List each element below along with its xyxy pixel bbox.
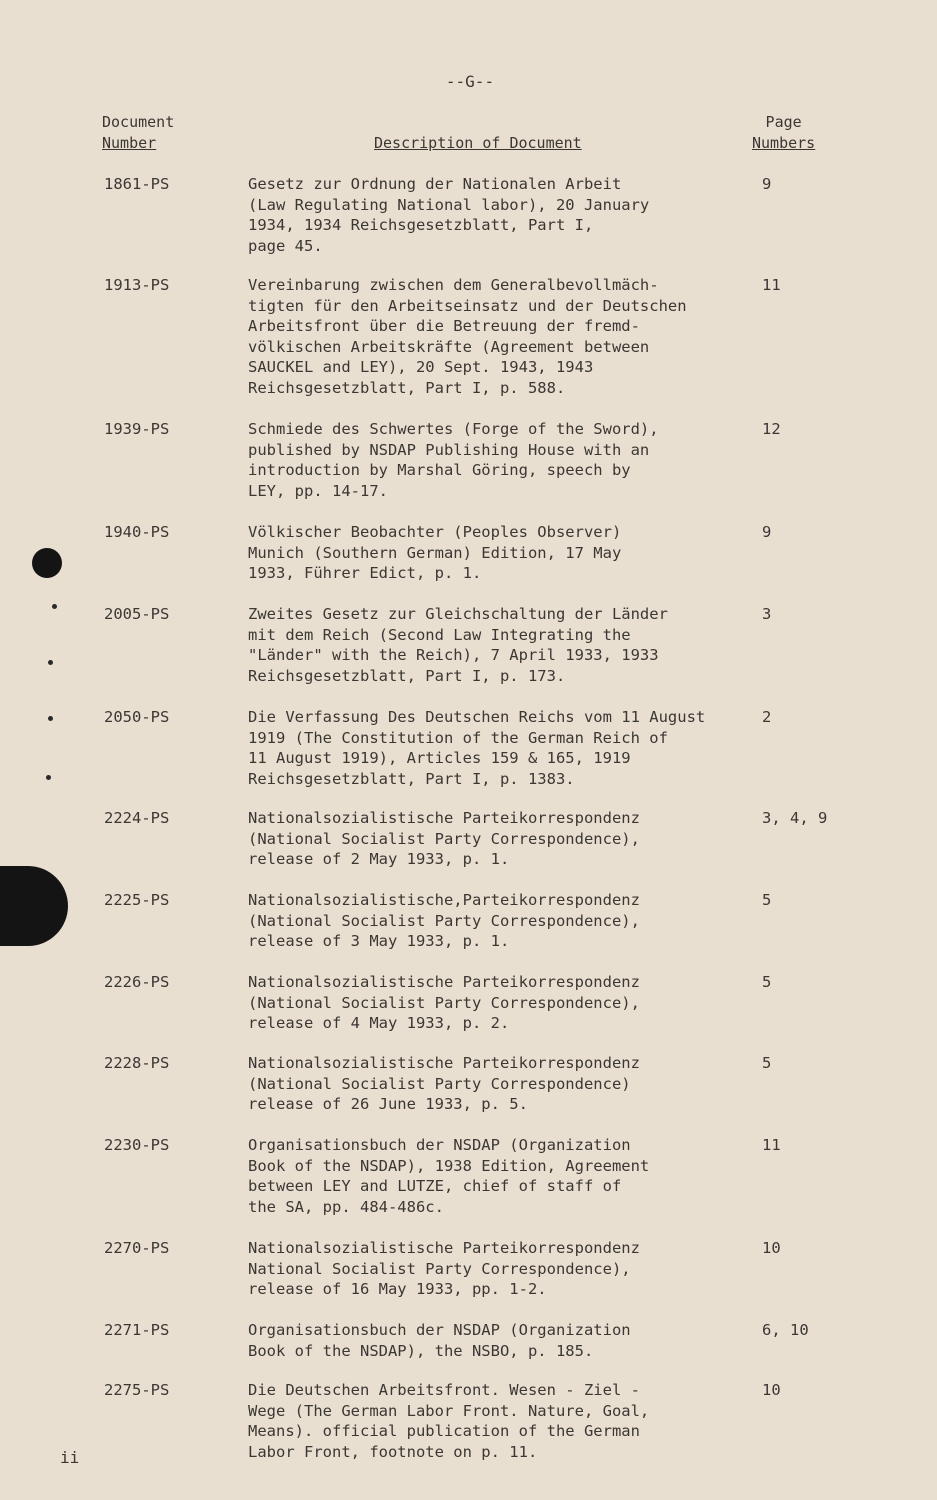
doc-number: 2225-PS	[104, 891, 170, 909]
page-numbers: 10	[762, 1381, 781, 1399]
doc-description: Gesetz zur Ordnung der Nationalen Arbeit (Law Regulating National labor), 20 January 1934, 1934 Reichsgesetzblatt, Part I, page 45.	[248, 175, 650, 255]
doc-description: Schmiede des Schwertes (Forge of the Sword), published by NSDAP Publishing House with an introduction by Marshal Göring, speech by LEY, pp. 14-17.	[248, 420, 659, 500]
page-footer-number: ii	[60, 1448, 80, 1467]
doc-description: Nationalsozialistische Parteikorrespondenz National Socialist Party Correspondence), release of 16 May 1933, pp. 1-2.	[248, 1239, 640, 1298]
punch-hole-mark	[0, 866, 68, 946]
page-numbers: 9	[762, 175, 772, 193]
doc-number: 2228-PS	[104, 1054, 170, 1072]
doc-description: Organisationsbuch der NSDAP (Organization Book of the NSDAP), 1938 Edition, Agreement between LEY and LUTZE, chief of staff of the SA, pp. 484-486c.	[248, 1136, 650, 1216]
page-numbers: 3, 4, 9	[762, 809, 828, 827]
doc-number: 1940-PS	[104, 523, 170, 541]
doc-number: 2226-PS	[104, 973, 170, 991]
doc-number: 1861-PS	[104, 175, 170, 193]
doc-number: 2271-PS	[104, 1321, 170, 1339]
page-numbers: 2	[762, 708, 772, 726]
header-page-numbers	[752, 112, 815, 154]
doc-description: Die Verfassung Des Deutschen Reichs vom 11 August 1919 (The Constitution of the German Reich of 11 August 1919), Articles 159 & 165, 1919 Reichsgesetzblatt, Part I, p. 1383.	[248, 708, 706, 788]
header-pages-line2: Numbers	[752, 134, 816, 152]
speck-mark	[48, 660, 53, 665]
page-numbers: 9	[762, 523, 772, 541]
page-numbers: 3	[762, 605, 772, 623]
header-description: Description of Document	[374, 134, 582, 152]
header-doc-line2: Number	[102, 134, 157, 152]
header-pages-line1: Page	[765, 113, 802, 131]
doc-description: Nationalsozialistische Parteikorrespondenz (National Socialist Party Correspondence) release of 26 June 1933, p. 5.	[248, 1054, 640, 1113]
doc-number: 2005-PS	[104, 605, 170, 623]
speck-mark	[48, 716, 53, 721]
doc-number: 2050-PS	[104, 708, 170, 726]
doc-number: 1913-PS	[104, 276, 170, 294]
doc-number: 1939-PS	[104, 420, 170, 438]
doc-description: Organisationsbuch der NSDAP (Organization Book of the NSDAP), the NSBO, p. 185.	[248, 1321, 631, 1360]
doc-description: Vereinbarung zwischen dem Generalbevollmäch- tigten für den Arbeitseinsatz und der Deutschen Arbeitsfront über die Betreuung der fremd- völkischen Arbeitskräfte (Agreement between SAUCKEL and LEY), 20 Sept. 1943, 1943 Reichsgesetzblatt, Part I, p. 588.	[248, 276, 687, 397]
doc-description: Zweites Gesetz zur Gleichschaltung der Länder mit dem Reich (Second Law Integrating the "Länder" with the Reich), 7 April 1933, 1933 Reichsgesetzblatt, Part I, p. 173.	[248, 605, 668, 685]
page-numbers: 10	[762, 1239, 781, 1257]
page-numbers: 5	[762, 1054, 772, 1072]
page-numbers: 6, 10	[762, 1321, 809, 1339]
page-letter: --G--	[445, 72, 495, 91]
doc-description: Die Deutschen Arbeitsfront. Wesen - Ziel - Wege (The German Labor Front. Nature, Goal, Means). official publication of the German Labor Front, footnote on p. 11.	[248, 1381, 650, 1461]
page-numbers: 11	[762, 276, 781, 294]
doc-description: Nationalsozialistische,Parteikorrespondenz (National Socialist Party Correspondence), release of 3 May 1933, p. 1.	[248, 891, 640, 950]
speck-mark	[46, 775, 51, 780]
doc-number: 2224-PS	[104, 809, 170, 827]
page-numbers: 5	[762, 973, 772, 991]
punch-hole-mark	[32, 548, 62, 578]
page-numbers: 11	[762, 1136, 781, 1154]
header-document-number	[102, 112, 174, 154]
speck-mark	[52, 604, 57, 609]
header-doc-line1: Document	[102, 113, 175, 131]
doc-number: 2230-PS	[104, 1136, 170, 1154]
page-numbers: 5	[762, 891, 772, 909]
doc-number: 2275-PS	[104, 1381, 170, 1399]
doc-description: Völkischer Beobachter (Peoples Observer) Munich (Southern German) Edition, 17 May 1933, Führer Edict, p. 1.	[248, 523, 622, 582]
doc-number: 2270-PS	[104, 1239, 170, 1257]
doc-description: Nationalsozialistische Parteikorrespondenz (National Socialist Party Correspondence), release of 4 May 1933, p. 2.	[248, 973, 640, 1032]
doc-description: Nationalsozialistische Parteikorrespondenz (National Socialist Party Correspondence), release of 2 May 1933, p. 1.	[248, 809, 640, 868]
page-numbers: 12	[762, 420, 781, 438]
